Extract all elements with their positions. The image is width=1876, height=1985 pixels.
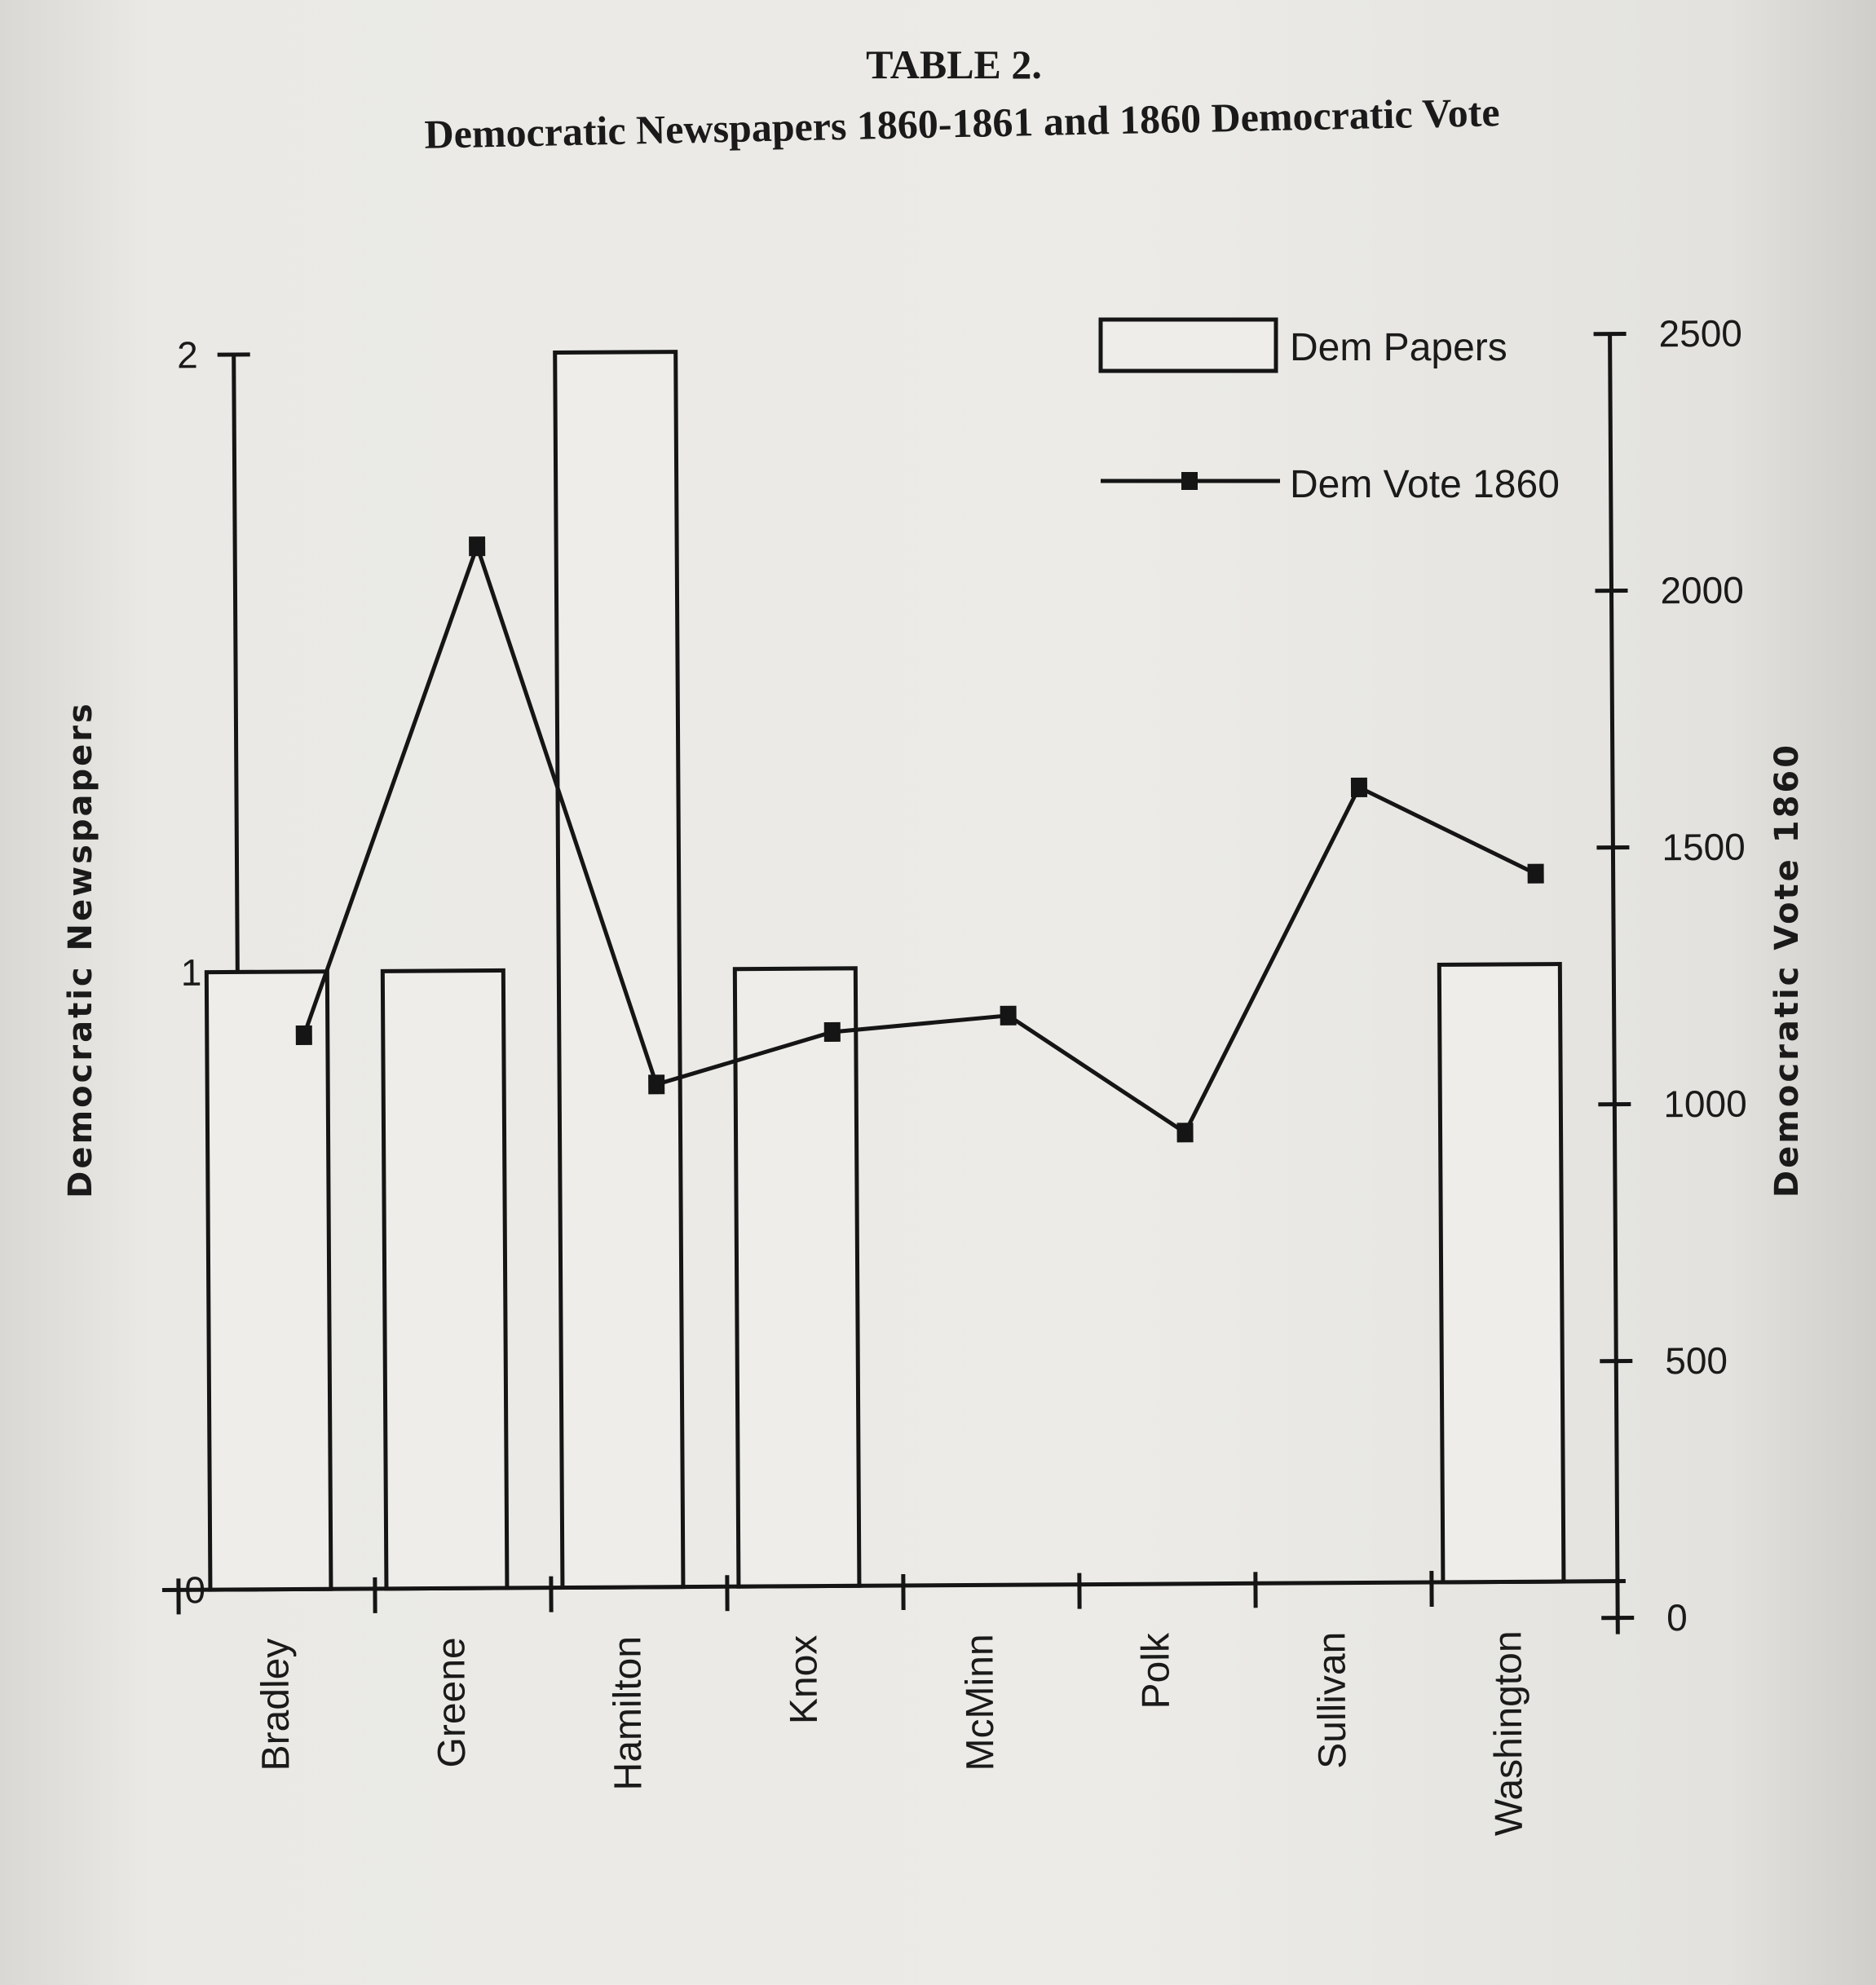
point-dem-vote-sullivan bbox=[1351, 778, 1367, 797]
chart-subtitle: Democratic Newspapers 1860-1861 and 1860 Democratic Vote bbox=[423, 89, 1501, 157]
plot-area bbox=[154, 312, 1751, 1845]
y2-axis-title: Democratic Vote 1860 bbox=[1768, 742, 1806, 1198]
legend-label-dem-papers: Dem Papers bbox=[1290, 326, 1507, 369]
legend bbox=[1101, 320, 1560, 506]
legend-label-dem-vote: Dem Vote 1860 bbox=[1290, 463, 1560, 506]
right-axis-tick-label: 0 bbox=[1666, 1596, 1688, 1639]
x-tick-label-sullivan: Sullivan bbox=[1310, 1631, 1355, 1770]
point-dem-vote-greene bbox=[469, 536, 485, 556]
y-axis-title: Democratic Newspapers bbox=[62, 701, 99, 1198]
point-dem-vote-mcminn bbox=[1000, 1006, 1017, 1026]
right-axis-tick-label: 1500 bbox=[1662, 825, 1746, 869]
x-tick-label-washington: Washington bbox=[1486, 1630, 1531, 1837]
point-dem-vote-knox bbox=[824, 1022, 841, 1042]
x-tick-label-polk: Polk bbox=[1134, 1632, 1178, 1709]
x-tick-label-mcminn: McMinn bbox=[958, 1634, 1003, 1771]
bar-washington bbox=[1439, 964, 1564, 1582]
right-axis-tick-label: 1000 bbox=[1663, 1082, 1747, 1126]
right-axis-tick-label: 500 bbox=[1665, 1339, 1728, 1383]
left-axis-tick-label: 1 bbox=[180, 951, 202, 994]
chart-title: TABLE 2. bbox=[866, 42, 1042, 87]
x-tick-label-greene: Greene bbox=[430, 1637, 475, 1768]
legend-bar-swatch bbox=[1101, 320, 1276, 371]
x-axis-line bbox=[162, 1581, 1626, 1590]
right-axis-tick-label: 2000 bbox=[1660, 568, 1745, 612]
point-dem-vote-washington bbox=[1528, 864, 1544, 884]
point-dem-vote-polk bbox=[1176, 1123, 1193, 1142]
x-tick-label-knox: Knox bbox=[782, 1634, 826, 1725]
left-axis-tick-label: 2 bbox=[176, 333, 198, 377]
x-tick-label-bradley: Bradley bbox=[254, 1638, 298, 1771]
left-axis-tick-label: 0 bbox=[184, 1568, 206, 1612]
point-dem-vote-hamilton bbox=[648, 1074, 664, 1094]
legend-line-marker bbox=[1181, 472, 1198, 490]
bar-knox bbox=[735, 968, 859, 1586]
point-dem-vote-bradley bbox=[296, 1026, 312, 1045]
bar-greene bbox=[382, 970, 507, 1588]
x-tick-label-hamilton: Hamilton bbox=[606, 1635, 651, 1791]
bar-bradley bbox=[206, 972, 331, 1590]
right-axis-line bbox=[1610, 334, 1618, 1634]
right-axis-tick-label: 2500 bbox=[1658, 311, 1743, 355]
